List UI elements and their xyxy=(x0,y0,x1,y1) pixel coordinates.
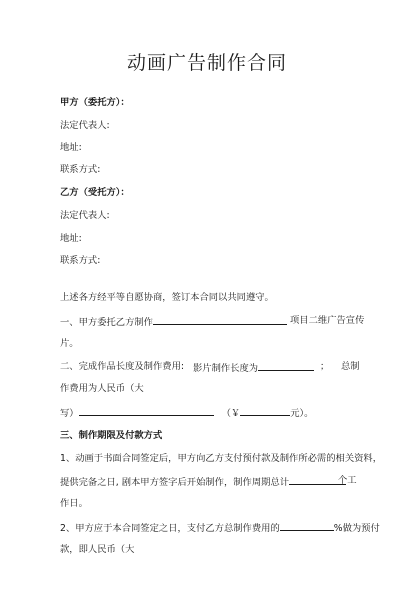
project-name-blank[interactable] xyxy=(153,314,287,325)
clause-2-length-line xyxy=(193,360,314,375)
section-3-p2-line1 xyxy=(60,520,380,535)
party-a-legal-rep: 法定代表人: xyxy=(60,120,110,131)
party-a-heading: 甲方（委托方）： xyxy=(60,97,130,108)
clause-2-amount-line xyxy=(60,405,313,420)
prepay-percent-blank[interactable] xyxy=(280,520,334,531)
clause-1-line xyxy=(60,314,287,329)
clause-2-yuan: 元）。 xyxy=(290,408,314,419)
intro-paragraph: 上述各方经平等自愿协商，签订本合同以共同遵守。 xyxy=(60,292,274,303)
party-a-address: 地址: xyxy=(60,142,82,153)
section-3-p1-text: 提供完备之日, 剧本甲方签字后开始制作，制作周期总计 xyxy=(60,477,290,488)
clause-1-text: 一、甲方委托乙方制作 xyxy=(60,317,153,328)
party-b-legal-rep: 法定代表人: xyxy=(60,210,110,221)
clause-2-semicolon: ； xyxy=(320,361,330,372)
section-3-p2-percent: %做为预付 xyxy=(333,523,380,534)
clause-1-end: 片。 xyxy=(60,338,79,349)
clause-1-tail: 项目二维广告宣传 xyxy=(290,315,365,326)
clause-2-fee: 作费用为人民币（大 xyxy=(60,383,144,394)
section-3-p1-line1: 1、动画于书面合同签定后，甲方向乙方支付预付款及制作所必需的相关资料， xyxy=(60,453,383,464)
document-title: 动画广告制作合同 xyxy=(126,52,287,74)
section-3-p2-text: 2、甲方应于本合同签定之日，支付乙方总制作费用的 xyxy=(60,523,280,534)
clause-2-length-text: 影片制作长度为 xyxy=(193,363,259,374)
film-length-blank[interactable] xyxy=(258,360,314,371)
section-3-p1-line3: 作日。 xyxy=(60,498,88,509)
party-a-contact: 联系方式: xyxy=(60,164,101,175)
clause-2-yen: （￥ xyxy=(221,408,241,419)
clause-2-total: 总制 xyxy=(341,361,360,372)
section-3-heading: 三、制作期限及付款方式 xyxy=(60,430,163,441)
clause-2-heading: 二、完成作品长度及制作费用: xyxy=(60,361,184,372)
amount-figures-blank[interactable] xyxy=(240,405,290,416)
amount-words-blank[interactable] xyxy=(79,405,214,416)
section-3-p1-unit: 个工 xyxy=(338,475,357,486)
clause-2-daxie: 写） xyxy=(60,408,79,419)
section-3-p2-line2: 款，即人民币（大 xyxy=(60,544,135,555)
section-3-p1-line2 xyxy=(60,474,346,489)
party-b-address: 地址: xyxy=(60,233,82,244)
party-b-contact: 联系方式: xyxy=(60,255,101,266)
party-b-heading: 乙方（受托方）： xyxy=(60,187,130,198)
